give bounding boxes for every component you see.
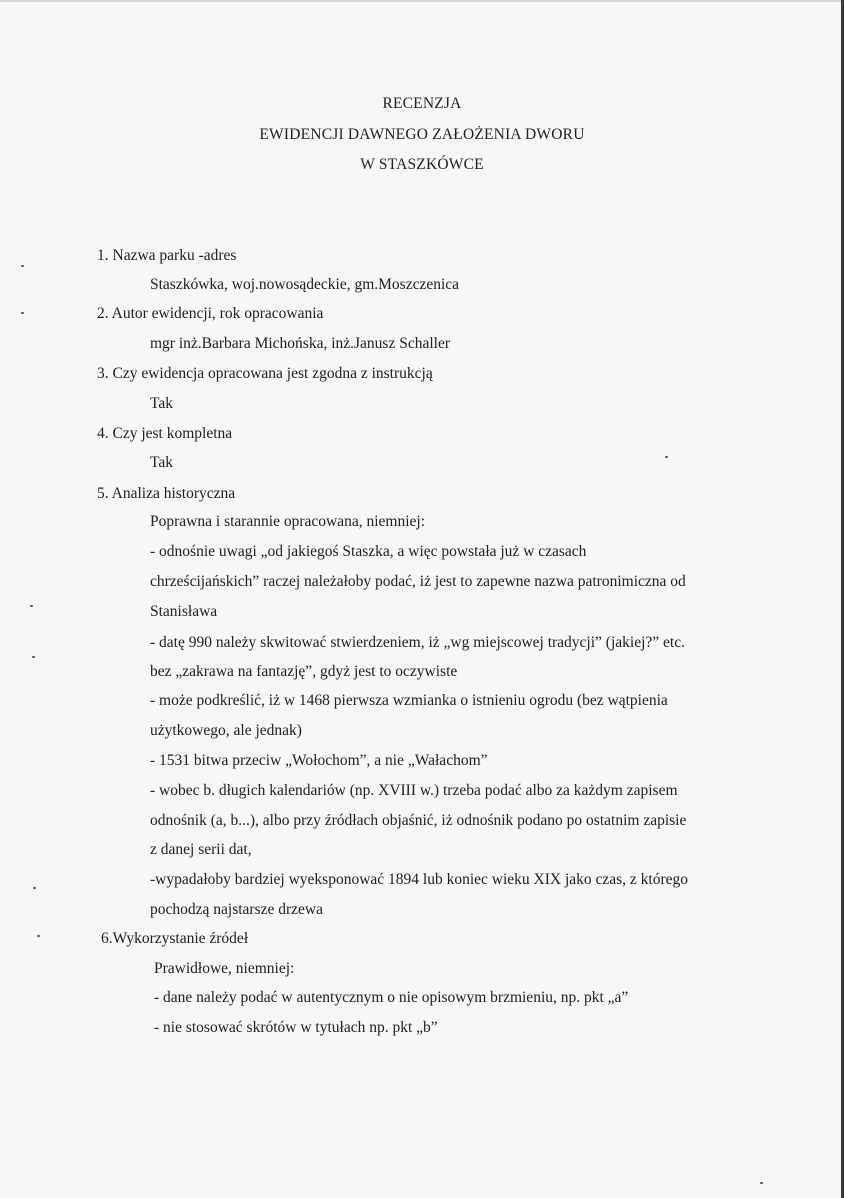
item-6-heading: 6.Wykorzystanie źródeł — [101, 930, 249, 947]
item-2-heading: 2. Autor ewidencji, rok opracowania — [97, 305, 324, 322]
item-5-text: odnośnik (a, b...), albo przy źródłach objaśnić, iż odnośnik podano po ostatnim zapisie — [150, 812, 687, 829]
scan-speck — [33, 887, 36, 889]
scan-top-edge — [0, 0, 844, 2]
title-line-2: EWIDENCJI DAWNEGO ZAŁOŻENIA DWORU — [259, 126, 585, 143]
item-5-heading: 5. Analiza historyczna — [97, 485, 236, 502]
scan-speck — [37, 935, 40, 937]
item-5-text: - może podkreślić, iż w 1468 pierwsza wzmianka o istnieniu ogrodu (bez wątpienia — [150, 692, 668, 709]
item-4-answer: Tak — [150, 454, 174, 471]
title-line-3: W STASZKÓWCE — [360, 156, 484, 173]
item-5-text: - datę 990 należy skwitować stwierdzeniem, iż „wg miejscowej tradycji” (jakiej?” etc. — [150, 634, 685, 651]
item-5-text: pochodzą najstarsze drzewa — [150, 901, 323, 918]
item-1-heading: 1. Nazwa parku -adres — [97, 247, 237, 264]
scan-speck — [760, 1182, 763, 1184]
item-3-answer: Tak — [150, 395, 174, 412]
scan-speck — [21, 265, 24, 267]
item-4-heading: 4. Czy jest kompletna — [97, 425, 233, 442]
item-6-text: - dane należy podać w autentycznym o nie opisowym brzmieniu, np. pkt „a” — [154, 989, 629, 1006]
title-line-1: RECENZJA — [382, 95, 462, 112]
item-5-text: - odnośnie uwagi „od jakiegoś Staszka, a więc powstała już w czasach — [150, 543, 587, 560]
item-5-text: - wobec b. długich kalendariów (np. XVIII w.) trzeba podać albo za każdym zapisem — [150, 782, 678, 799]
item-5-text: Poprawna i starannie opracowana, niemniej: — [150, 513, 426, 530]
scan-speck — [21, 312, 24, 314]
item-5-text: Stanisława — [150, 603, 218, 620]
item-5-text: - 1531 bitwa przeciw „Wołochom”, a nie „Wałachom” — [150, 752, 488, 769]
item-5-text: bez „zakrawa na fantazję”, gdyż jest to oczywiste — [150, 663, 458, 680]
item-5-text: chrześcijańskich” raczej należałoby podać, iż jest to zapewne nazwa patronimiczna od — [150, 573, 686, 590]
scan-speck — [32, 656, 35, 658]
item-6-text: Prawidłowe, niemniej: — [154, 960, 295, 977]
item-5-text: użytkowego, ale jednak) — [150, 722, 302, 739]
item-5-text: -wypadałoby bardziej wyeksponować 1894 lub koniec wieku XIX jako czas, z którego — [150, 871, 689, 888]
item-3-heading: 3. Czy ewidencja opracowana jest zgodna z instrukcją — [97, 365, 433, 382]
item-6-text: - nie stosować skrótów w tytułach np. pkt „b” — [154, 1019, 438, 1036]
item-2-answer: mgr inż.Barbara Michońska, inż.Janusz Schaller — [150, 335, 451, 352]
scan-speck — [665, 456, 668, 458]
item-1-answer: Staszkówka, woj.nowosądeckie, gm.Moszczenica — [150, 276, 460, 293]
scan-speck — [30, 605, 33, 607]
item-5-text: z danej serii dat, — [150, 841, 252, 858]
